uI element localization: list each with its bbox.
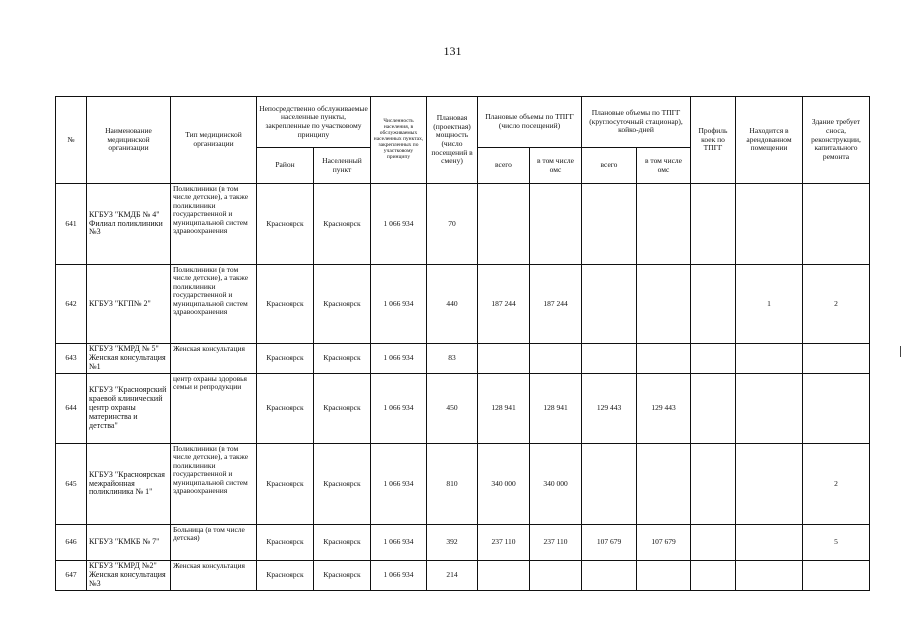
cell-district: Красноярск <box>257 374 314 444</box>
cell-locality: Красноярск <box>314 525 371 561</box>
cell-visits-total <box>478 344 530 374</box>
table-row <box>56 265 870 344</box>
cell-row-number: 647 <box>56 561 87 591</box>
cell-visits-oms: 237 110 <box>530 525 582 561</box>
cell-bed-profile <box>691 525 736 561</box>
cell-population: 1 066 934 <box>371 525 427 561</box>
cell-beds-total <box>582 444 637 525</box>
cell-capacity: 214 <box>427 561 478 591</box>
cell-beds-oms: 107 679 <box>637 525 691 561</box>
cell-rented-premises <box>736 525 803 561</box>
cell-population: 1 066 934 <box>371 444 427 525</box>
cell-rented-premises: 1 <box>736 265 803 344</box>
cell-row-number: 645 <box>56 444 87 525</box>
cell-visits-total: 128 941 <box>478 374 530 444</box>
cell-visits-oms <box>530 561 582 591</box>
header-rented-premises: Находится в арендованном помещении <box>736 97 803 184</box>
cell-beds-oms <box>637 265 691 344</box>
table-row <box>56 561 870 591</box>
cell-repair-needed <box>803 374 870 444</box>
header-capacity: Плановая (проектная) мощность (число посещений в смену) <box>427 97 478 184</box>
cell-visits-total: 237 110 <box>478 525 530 561</box>
cell-bed-profile <box>691 265 736 344</box>
cell-locality: Красноярск <box>314 444 371 525</box>
header-number: № <box>56 97 87 184</box>
cell-capacity: 392 <box>427 525 478 561</box>
cell-visits-oms: 128 941 <box>530 374 582 444</box>
cell-beds-total: 107 679 <box>582 525 637 561</box>
cell-org-name: КГБУЗ "КМКБ № 7" <box>87 525 171 561</box>
header-visits-oms: в том числе омс <box>530 148 582 184</box>
cell-org-name: КГБУЗ "Красноярская межрайонная поликлиника № 1" <box>87 444 171 525</box>
cell-org-type: Поликлиники (в том числе детские), а также поликлиники государственной и муниципальной систем здравоохранения <box>171 184 257 265</box>
cell-population: 1 066 934 <box>371 374 427 444</box>
cell-district: Красноярск <box>257 344 314 374</box>
cell-row-number: 643 <box>56 344 87 374</box>
cell-capacity: 440 <box>427 265 478 344</box>
cell-bed-profile <box>691 344 736 374</box>
table-row <box>56 444 870 525</box>
cell-visits-oms: 187 244 <box>530 265 582 344</box>
cell-locality: Красноярск <box>314 561 371 591</box>
cell-visits-oms <box>530 344 582 374</box>
table-row <box>56 374 870 444</box>
cell-beds-oms: 129 443 <box>637 374 691 444</box>
header-beds-oms: в том числе омс <box>637 148 691 184</box>
table-row <box>56 525 870 561</box>
cell-bed-profile <box>691 444 736 525</box>
cell-population: 1 066 934 <box>371 561 427 591</box>
cell-beds-oms <box>637 184 691 265</box>
cell-org-type: Женская консультация <box>171 344 257 374</box>
cell-visits-oms <box>530 184 582 265</box>
cell-locality: Красноярск <box>314 344 371 374</box>
cell-rented-premises <box>736 184 803 265</box>
cell-locality: Красноярск <box>314 374 371 444</box>
header-org-type: Тип медицинской организации <box>171 97 257 184</box>
cell-row-number: 646 <box>56 525 87 561</box>
cell-beds-total <box>582 265 637 344</box>
page-number: 131 <box>443 44 462 58</box>
cell-beds-oms <box>637 561 691 591</box>
cell-rented-premises <box>736 374 803 444</box>
cell-capacity: 450 <box>427 374 478 444</box>
cell-org-name: КГБУЗ "КМДБ № 4" Филиал поликлиники №3 <box>87 184 171 265</box>
cell-population: 1 066 934 <box>371 184 427 265</box>
cell-visits-total: 187 244 <box>478 265 530 344</box>
header-planned-visits: Плановые объемы по ТПГГ (число посещений) <box>478 97 582 148</box>
cell-locality: Красноярск <box>314 184 371 265</box>
cell-org-name: КГБУЗ "КМРД № 5" Женская консультация №1 <box>87 344 171 374</box>
cell-population: 1 066 934 <box>371 344 427 374</box>
cell-visits-total <box>478 184 530 265</box>
cell-beds-total: 129 443 <box>582 374 637 444</box>
cell-locality: Красноярск <box>314 265 371 344</box>
cell-visits-oms: 340 000 <box>530 444 582 525</box>
cell-beds-total <box>582 561 637 591</box>
cell-population: 1 066 934 <box>371 265 427 344</box>
cell-repair-needed: 2 <box>803 265 870 344</box>
cell-district: Красноярск <box>257 184 314 265</box>
header-district: Район <box>257 148 314 184</box>
header-org-name: Наименование медицинской организации <box>87 97 171 184</box>
cell-beds-total <box>582 184 637 265</box>
cell-visits-total: 340 000 <box>478 444 530 525</box>
header-visits-total: всего <box>478 148 530 184</box>
cell-repair-needed <box>803 184 870 265</box>
cell-bed-profile <box>691 184 736 265</box>
cell-district: Красноярск <box>257 561 314 591</box>
header-bed-profile: Профиль коек по ТПГГ <box>691 97 736 184</box>
cell-rented-premises <box>736 344 803 374</box>
cell-org-name: КГБУЗ "КМРД №2" Женская консультация №3 <box>87 561 171 591</box>
margin-mark <box>900 346 901 357</box>
cell-beds-oms <box>637 344 691 374</box>
header-locality: Населенный пункт <box>314 148 371 184</box>
table-row <box>56 344 870 374</box>
header-beds-total: всего <box>582 148 637 184</box>
cell-row-number: 642 <box>56 265 87 344</box>
cell-district: Красноярск <box>257 265 314 344</box>
cell-row-number: 644 <box>56 374 87 444</box>
cell-visits-total <box>478 561 530 591</box>
cell-bed-profile <box>691 561 736 591</box>
cell-bed-profile <box>691 374 736 444</box>
cell-org-type: Поликлиники (в том числе детские), а также поликлиники государственной и муниципальной систем здравоохранения <box>171 265 257 344</box>
cell-capacity: 810 <box>427 444 478 525</box>
cell-repair-needed: 5 <box>803 525 870 561</box>
cell-org-name: КГБУЗ "КГП№ 2" <box>87 265 171 344</box>
cell-repair-needed <box>803 561 870 591</box>
cell-rented-premises <box>736 444 803 525</box>
cell-district: Красноярск <box>257 525 314 561</box>
cell-org-type: центр охраны здоровья семьи и репродукции <box>171 374 257 444</box>
cell-rented-premises <box>736 561 803 591</box>
cell-org-name: КГБУЗ "Красноярский краевой клинический центр охраны материнства и детства" <box>87 374 171 444</box>
cell-org-type: Поликлиники (в том числе детские), а также поликлиники государственной и муниципальной систем здравоохранения <box>171 444 257 525</box>
table-row <box>56 184 870 265</box>
cell-row-number: 641 <box>56 184 87 265</box>
cell-repair-needed: 2 <box>803 444 870 525</box>
cell-org-type: Больница (в том числе детская) <box>171 525 257 561</box>
cell-beds-oms <box>637 444 691 525</box>
header-served-localities: Непосредственно обслуживаемые населенные пункты, закрепленные по участковому принципу <box>257 97 371 148</box>
cell-repair-needed <box>803 344 870 374</box>
header-population: Численность населения, в обслуживаемых населенных пунктах, закрепленных по участковому принципу <box>371 97 427 184</box>
cell-org-type: Женская консультация <box>171 561 257 591</box>
header-repair-needed: Здание требует сноса, реконструкции, капитального ремонта <box>803 97 870 184</box>
medical-organizations-table <box>55 96 870 591</box>
cell-beds-total <box>582 344 637 374</box>
cell-capacity: 70 <box>427 184 478 265</box>
cell-district: Красноярск <box>257 444 314 525</box>
cell-capacity: 83 <box>427 344 478 374</box>
header-planned-bed-days: Плановые объемы по ТПГГ (круглосуточный стационар), койко-дней <box>582 97 691 148</box>
